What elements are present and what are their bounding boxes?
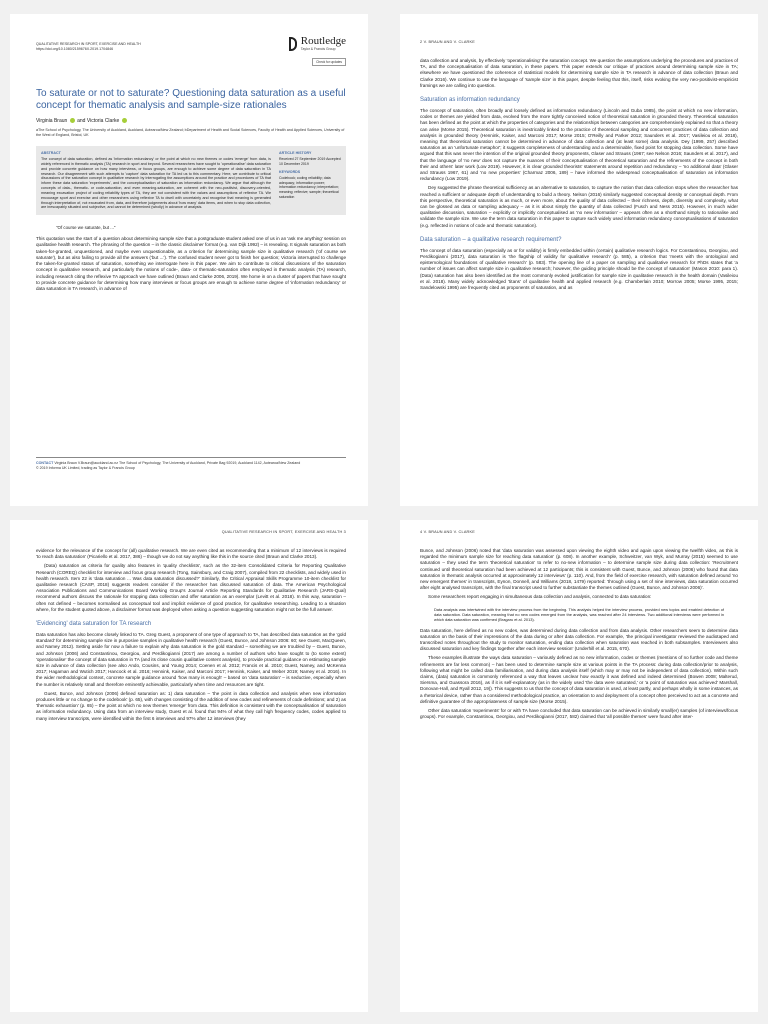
paragraph: Dey suggested the phrase theoretical sufficiency as an alternative to saturation, to capture the notion that data collection stops when the researcher has reached a sufficient or adequate depth of understanding to build a theory. Nelson (2016) similarly suggested conceptual density or conceptual depth. From this perspective, theoretical saturation is as much, or even more, about the quality of data collected – their richness, depth, diversity and complexity, what can be glossed as data or sampling adequacy – as it is about simply the quantity of data collected (Fusch and Ness 2015). However, in much wider qualitative discussion, saturation – explicitly or implicitly conceptualised as 'no new information' – appears often as a shorthand simply to rationalise and validate the sample size. We use the term data saturation in this paper to capture such widely used information redundancy conceptualisations of saturation (e.g. reflected in notions of code and thematic saturation).: [420, 185, 738, 228]
paragraph: data collection and analysis, by effectively 'operationalising' the saturation concept. We question the assumptions underlying the procedures and practices of TA, and the conceptualisation of data saturation, in these papers. This paper extends our critique of practices around determining sample size in TA; elsewhere we have questioned the coherence of statistical models for determining sample size in TA research in advance of data collection (Braun and Clarke 2016). We continue to use the language of 'sample size' in this paper, despite feeling that this, itself, risks evoking the very neo-positivist-empiricist framings we are calling into question.: [420, 58, 738, 88]
history-label: ARTICLE HISTORY: [279, 151, 312, 155]
contact-label: CONTACT: [36, 461, 54, 465]
orcid-icon[interactable]: [70, 118, 75, 123]
affiliations: aThe School of Psychology, The University of Auckland, Auckland, Aotearoa/New Zealand; bDepartment of Health and Social Sciences, Faculty of Health and Applied Sciences, University of the West of England, Bristol, UK: [36, 128, 345, 137]
journal-name: QUALITATIVE RESEARCH IN SPORT, EXERCISE AND HEALTH: [36, 42, 141, 46]
contact-text: Virginia Braun V.Braun@auckland.ac.nz The School of Psychology, The University of Auckland, Private Bag 92019, Auckland 1142, Aotearoa/New Zealand: [54, 461, 301, 465]
paragraph: evidence for the relevance of the concept for (all) qualitative research. We are even cited as recommending that a minimum of 12 interviews is required 'to reach data saturation' (Picariello et al. 2017, 386) – though we do not say anything like this in the source cited (Braun and Clarke 2013).: [36, 548, 346, 560]
paragraph: The concept of saturation, often broadly and loosely defined as information redundancy (Lincoln and Guba 1985), the point at which no new information, codes or themes are yielded from data, evolved from the more tightly conceived notion of theoretical saturation in grounded theory. Theoretical saturation has been defined as the point at which the properties of categories and the relationships between categories are comprehensively explained so that a theory can arise (Morse 2015). Theoretical saturation is inextricably linked to the practice of theoretical sampling and concurrent practices of data collection and analysis in grounded theory (Hennink, Kaiser, and Marconi 2017; Morse 2015; O'Reilly and Parker 2012; Saunders et al. 2017; Vasileiou et al. 2018), meaning that theoretical saturation cannot be determined in advance of data collection and (at least some) data analysis. Dey (1999, 257) described saturation as an 'unfortunate metaphor'; it suggests completeness of understanding and a determinable, fixed point for stopping data collection. Some have argued that this was never the intention of the original grounded theory proponents, Glaser and Strauss (1967; see Nelson 2016; Saunders et al. 2017), and that the language of 'no new' does not capture the nuances of their conceptualisation of theoretical saturation and the refinements of the concept in both their and others' later work (Low 2019). However, it is clear grounded theorists' statements around repetition and redundancy – 'no additional data' (Glaser and Strauss 1967, 61) and 'no new properties' (Charmaz 2006, 189) – have informed the widespread conceptualisation of saturation as information redundancy (Low 2019).: [420, 108, 738, 182]
intro-paragraph: This quotation was the start of a question about determining sample size that a postgraduate student asked one of us in an 'ask me anything' session on qualitative health research. The phrasing of the question – in the classic disclaimer format (e.g. van Dijk 1992) – is revealing. It signals saturation as both taken-for-granted, unquestioned, and maybe even unquestionable, as a criterion for determining sample size in qualitative research ('of course we saturate'), but as also failing to provide all the answers ('but ...'). The confused student never got to finish her question; Victoria interrupted to challenge the taken-for-granted status of saturation, something we interrogate here in this paper. We aim to contribute to critical discussions of the saturation concept in qualitative research, and particularly the notions of code-, data- or thematic-saturation often employed in thematic analysis (TA) research, including research citing the reflexive TA approach we have outlined (Braun and Clarke 2006, 2019). We home in on a cluster of papers that have sought to provide concrete guidance for determining how many interviews or focus groups are enough to achieve some degree of 'information redundancy' or data saturation in TA research, in advance of: [36, 236, 347, 291]
paragraph: The concept of data saturation (especially as or for validity) is firmly embedded within (certain) qualitative research logics. For Constantinou, Georgiou, and Perdikogianni (2017), data saturation is 'the flagship of validity for qualitative research' (p. 585), a criterion that 'meets with the ontological and epistemological foundations of qualitative research' (p. 583). The opening line of a paper on sampling and qualitative research for PhDs states that 'a number of issues can affect sample size in qualitative research; however, the guiding principle should be the concept of saturation' (Mason 2010: para 1). (Data) saturation has also been identified as the most commonly evoked justification for sample size in qualitative research in the health domain (Vasileiou et al. 2018). Many widely acknowledged 'titans' of qualitative health and applied research (e.g. Chamberlain 2010; Morrow 2005; Morse 1995, 2015; Sandelowski 1995) are frequently cited as proponents of saturation, and as: [420, 247, 738, 291]
check-for-updates-button[interactable]: Check for updates: [312, 58, 346, 66]
paragraph: Some researchers report engaging in simultaneous data collection and analysis, connected to data saturation:: [428, 594, 652, 600]
running-head: 4 V. BRAUN AND V. CLARKE: [420, 530, 475, 534]
abstract-box: [36, 146, 346, 215]
orcid-icon[interactable]: [122, 118, 127, 123]
paragraph: Other data saturation 'experiments' for or with TA have concluded that data saturation can be achieved in similarly small(er) samples (of interviews/focus groups). For example, Constantinou, Georgiou, and Perdikogianni (2017, 582) claimed that 'all possible themes' were found after inter-: [420, 708, 738, 720]
author-name: Victoria Clarke: [86, 118, 120, 124]
epigraph-quote: "Of course we saturate, but ...": [56, 225, 116, 231]
publisher-subtitle: Taylor & Francis Group: [300, 47, 336, 51]
paragraph: Data saturation has also become closely linked to TA. Greg Guest, a proponent of one type of approach to TA, has described data saturation as the 'gold standard' for determining sample size in purposive samples in qualitative health research (Guest, Bunce, and Johnson 2006: 60; see Guest, MacQueen, and Namey 2012). Setting aside for now a failure to explain why data saturation is the gold standard – something we are troubled by – Guest, Bunce, and Johnson (2006) and Constantinou, Georgiou, and Perdikogianni (2017) are among a number of authors who have sought to (to some extent) 'operationalise' the concept of data saturation in TA (and its close cousin qualitative content analysis), to provide practical guidance on estimating sample size in advance of data collection (see also Ando, Cousins, and Young 2014; Coenen et al. 2012; Francis et al. 2010; Guest, Namey, and McKenna 2017; Hagaman and Wutich 2017; Hancock et al. 2016; Hennink, Kaiser, and Marconi 2017; Hennink, Kaiser, and Weber 2019; Namey et al. 2016). In the wider methodological context, concrete sample guidance around 'how many is enough' – based on 'data saturation' – is seductive, especially when the number is relatively small and therefore eminently achievable, particularly when time and resources are tight.: [36, 632, 346, 687]
keywords-text: Codebook; coding reliability; data adequacy; information power; information redundancy; interpretation; meaning; reflexive; sample; theoretical saturation: [279, 176, 339, 199]
paragraph: These examples illustrate the ways data saturation – variously defined as no new information, codes or themes (mentions of no further code and theme refinements are far less common) – has been used to determine sample size at various points in the TA process: during data collection/prior to analysis, following what might be called data familiarisation, and during data analysis itself (which may or may not be independent of data collection). Within such claims, (data) saturation is commonly referenced a way that leaves unclear how exactly it was defined and indeed determined (Bowen 2008; Malterud, Siersma, and Guassora 2016), as if it is self-explanatory (as in the widely used 'the data were saturated,' or 'a point of saturation was achieved' Marshall, Donovan-Hall, and Ryall 2012, 19)). This suggests to us that the concept of data saturation is used, at least partly, and perhaps wholly in some instances, as a rhetorical device, rather than a considered methodological practice, an orientation to and deployment of a concept often perceived to act as a concrete and definitive guarantee of the appropriateness of sample size (Morse 2015).: [420, 655, 738, 704]
copyright: © 2019 Informa UK Limited, trading as Taylor & Francis Group: [36, 465, 135, 470]
abstract: [41, 151, 271, 210]
author-conjunction: and: [77, 118, 86, 124]
section-heading: Data saturation – a qualitative research requirement?: [420, 236, 562, 243]
paragraph: Bunce, and Johnson (2006) noted that 'data saturation was assessed upon viewing the eighth video and again upon viewing the twelfth video, as this is regarded the minimum sample size for reaching data saturation' (p. 608). In another example, Schweitzer, van Wyk, and Murray (2015) seemed to use saturation – they used the term 'theoretical saturation' to refer to no-new information – to determine sample size during data collection: 'Recruitment continued until theoretical saturation had been achieved at 12 participants; this is consistent with Guest, Bunce, and Johnson (2006) who found that data saturation in thematic analysis occurred at approximately 12 interviews' (p. 110). And, from the field of exercise research, with saturation defined around 'no new emergent themes' in transcripts, Eynon, Donnell, and Williams (2018, 1479) reported: 'through using a set of nine interviews, data saturation occurred after eight analysed transcripts, with the final transcript used to further substantiate the themes outlined (Guest, Bunce, and Johnson 2006)'.: [420, 548, 738, 591]
page-4: [400, 520, 758, 1012]
running-head: 2 V. BRAUN AND V. CLARKE: [420, 40, 475, 44]
paragraph: Data saturation, here defined as no new codes, was determined during data collection and from data analysis. Other researchers seem to determine data saturation on the basis of their impressions of the data during or after data collection. For example, 'the principal investigator reviewed the audiotaped and transcribed notes throughout the study to monitor saturation, ending data collection when saturation was reached in both subsamples. Interviewers also discussed saturation and key findings together after each interview session' (Underhill et al. 2015, 670).: [420, 627, 738, 652]
article-title: To saturate or not to saturate? Questioning data saturation as a useful concept for thematic analysis and sample-size rationales: [36, 88, 346, 111]
abstract-text: The concept of data saturation, defined as 'information redundancy' or the point at which no new themes or codes 'emerge' from data, is widely referenced in thematic analysis (TA) research in sport and beyond. Several researchers have sought to 'operationalise' data saturation and provide concrete guidance on how many interviews, or focus groups, are enough to achieve some degree of data saturation in TA research. Our disagreement with such attempts to 'capture' data saturation for TA led us to this commentary. Here, we contribute to critical discussions of the saturation concept in qualitative research by interrogating the assumptions around the practice and procedures of TA that inform these data saturation 'experiments', and the conceptualisation of saturation as information redundancy. We argue that although the concepts of data-, thematic- or code-saturation, and even meaning-saturation, are coherent with the neo-positivist, discovery-oriented, meaning excavation project of coding reliability types of TA, they are not consistent with the values and assumptions of reflexive TA. We encourage sport and exercise and other researchers using reflexive TA to dwell with uncertainty and recognise that meaning is generated through interpretation of, not excavated from, data, and therefore judgements about 'how many' data items, and when to stop data collection, are inescapably situated and subjective, and cannot be determined (wholly) in advance of analysis.: [41, 157, 271, 210]
running-head: QUALITATIVE RESEARCH IN SPORT, EXERCISE AND HEALTH 3: [221, 530, 346, 534]
page-2: [400, 14, 758, 506]
abstract-label: ABSTRACT: [41, 151, 61, 155]
block-quote: Data analysis was intertwined with the interview process from the beginning. This analysis helped the interview process, provided new topics and enabled detection of data saturation. Data saturation, meaning that no new codes emerged from the analysis, was reached after 24 interviews. Two additional interviews were performed in which data saturation was confirmed (Bragaru et al. 2013).: [434, 606, 724, 622]
paragraph: Guest, Bunce, and Johnson (2006) defined saturation as: 1) data saturation – 'the point in data collection and analysis when new information produces little or no change to the codebook' (p. 65), with changes consisting of the addition of new codes and refinements of code definitions; and 2) as 'thematic exhaustion' (p. 65) – the point at which no new themes 'emerge' from data. This definition is consistent with the conceptualisation of saturation as information redundancy. Using data from an interview study, Guest et al. found that 94% of what they call high frequency codes, codes applied to many interview transcripts, were identified within the first 6 interviews and 97% after 12 interviews (they: [36, 690, 346, 721]
contact-footer: [36, 457, 346, 471]
keywords-label: KEYWORDS: [279, 170, 301, 175]
section-heading: Saturation as information redundancy: [420, 97, 520, 104]
publisher-name: Routledge: [300, 35, 346, 47]
page-3: [10, 520, 368, 1012]
history-text: Received 27 September 2019 Accepted 10 December 2019: [279, 157, 341, 166]
page-1: [10, 14, 368, 506]
paragraph: (Data) saturation as criteria for quality also features in 'quality checklists', such as the 32-item Consolidated Criteria for Reporting Qualitative Research (COREQ) checklist for interview and focus group research (Tong, Sainsbury, and Craig 2007), compiled from 22 checklists, and widely used in health research. Item 22 is 'data saturation ... Was data saturation discussed?' Similarly, the Critical Appraisal Skills Programme 10-item checklist for qualitative research (CASP, 2018) suggests readers consider if the researcher has discussed saturation of data. The American Psychological Association Publications and Communications Board Working Group's Journal Article Reporting Standards for Qualitative Research (JARS-Qual) recommend authors discuss the rationale for stopping data collection and offer saturation as an exemplar (Levitt et al. 2018). In this way, saturation – often not defined – becomes normalised as conceptual tool and implicit evidence of good practice, for qualitative researching. Leading to a situation where, for the student quoted above, a disclaimer format was deployed when asking a question suggesting saturation might not be the full answer.: [36, 563, 346, 612]
routledge-logo-icon: [289, 37, 297, 51]
author-name: Virginia Braun: [36, 118, 68, 124]
doi-link[interactable]: https://doi.org/10.1080/2159676X.2019.1704846: [36, 47, 114, 51]
authors: [36, 118, 346, 124]
publisher-logo: [289, 36, 346, 51]
article-meta: [279, 151, 341, 210]
section-heading: 'Evidencing' data saturation for TA research: [36, 621, 152, 628]
